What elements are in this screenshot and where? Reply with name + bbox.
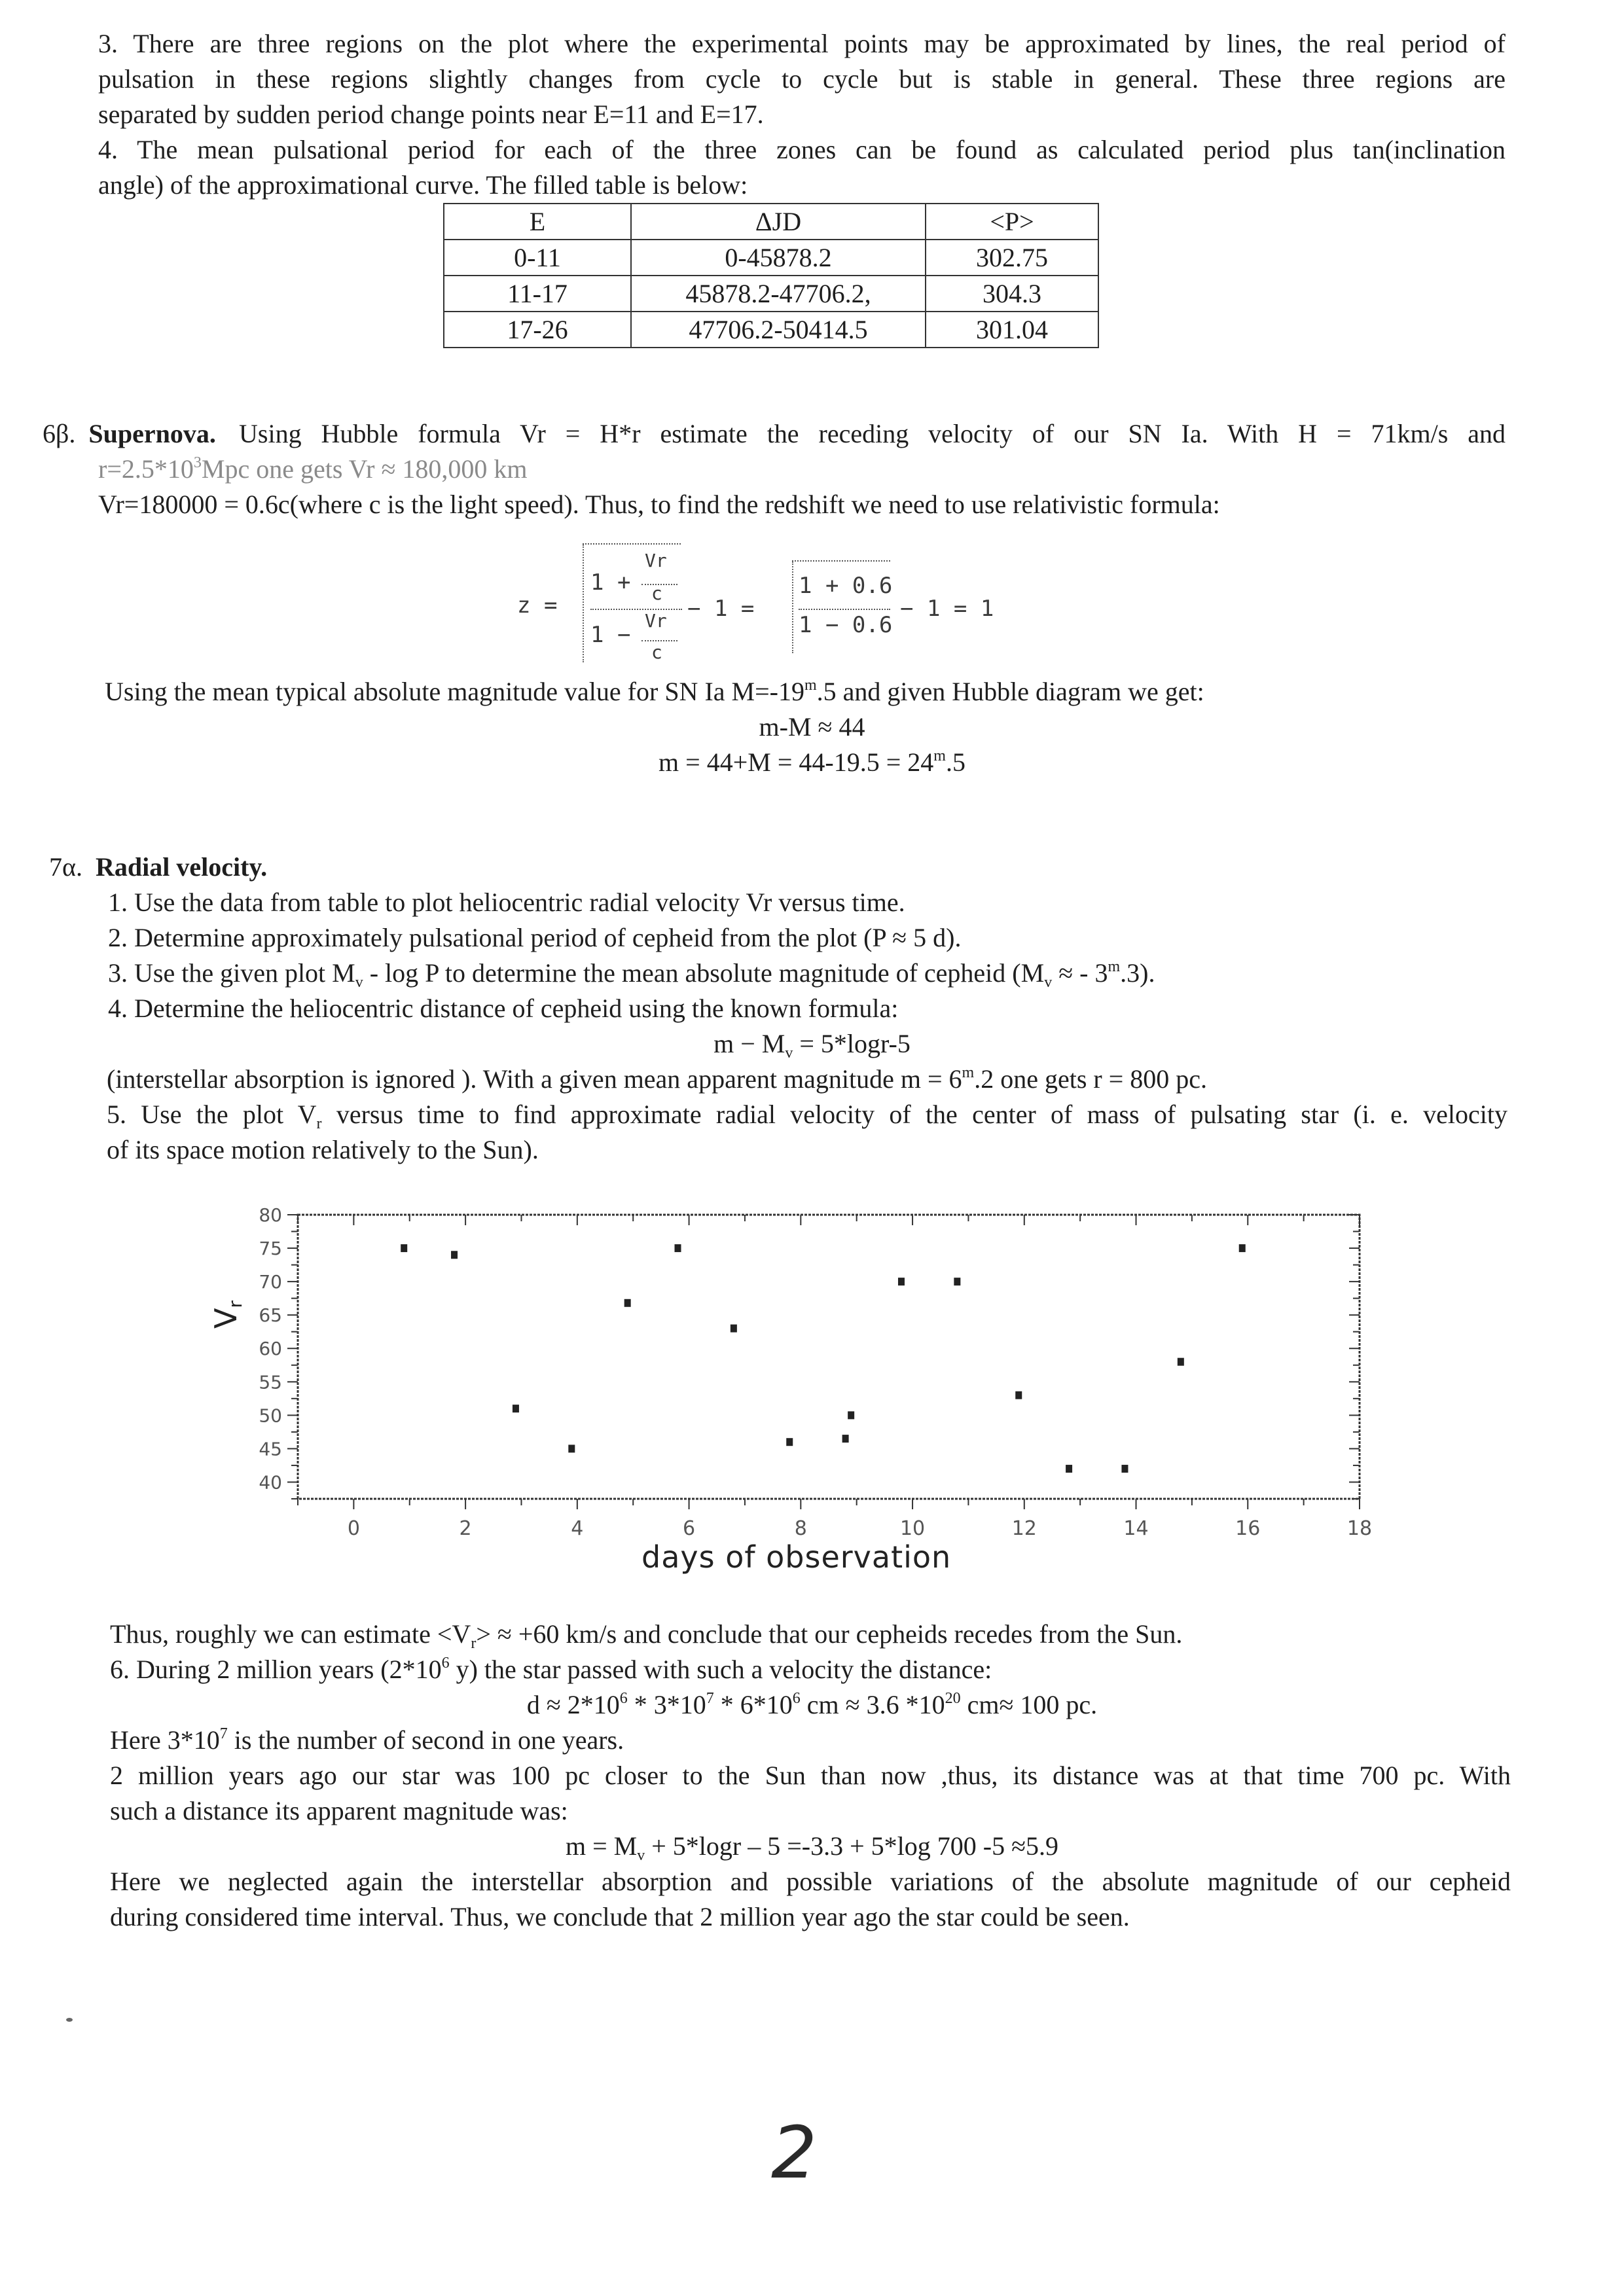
radial-item-4: 4. Determine the heliocentric distance of cepheid using the known formula: — [108, 994, 899, 1023]
y-tick-label: 65 — [259, 1304, 282, 1327]
formula-den-right: 1 − 0.6 — [799, 612, 893, 638]
redshift-formula — [517, 537, 1106, 668]
data-point — [401, 1244, 407, 1252]
radial-item-5b: of its space motion relatively to the Sun). — [107, 1135, 539, 1164]
sqrt-sign-left — [583, 545, 584, 662]
x-tick-label: 8 — [794, 1517, 807, 1540]
text: .5 and given Hubble diagram we get: — [816, 677, 1204, 706]
text: cm≈ 100 pc. — [960, 1690, 1098, 1719]
formula-result: − 1 = 1 — [900, 596, 994, 622]
subscript: v — [637, 1847, 645, 1864]
formula-frac-bottom: c — [651, 641, 662, 663]
text: cm ≈ 3.6 *10 — [800, 1690, 945, 1719]
text: - log P to determine the mean absolute magnitude of cepheid (M — [363, 958, 1045, 988]
data-point — [1121, 1465, 1128, 1473]
absorption-line — [107, 1062, 1207, 1097]
text: 6. During 2 million years (2*10 — [110, 1655, 442, 1684]
data-point — [1015, 1391, 1022, 1399]
radial-title: Radial velocity. — [95, 852, 268, 882]
table-row — [444, 312, 1098, 348]
radial-item-5a — [107, 1097, 1507, 1132]
text: 5. Use the plot V — [107, 1100, 317, 1129]
past-line-2: such a distance its apparent magnitude was: — [110, 1796, 568, 1825]
table-header-djd: ΔJD — [631, 204, 926, 240]
data-point — [451, 1251, 458, 1259]
table-cell: 45878.2-47706.2, — [631, 276, 926, 312]
x-tick-label: 4 — [571, 1517, 584, 1540]
seconds-note — [110, 1723, 624, 1758]
text: m − M — [713, 1029, 785, 1058]
subscript: v — [1044, 974, 1053, 991]
supernova-heading — [43, 416, 216, 452]
x-tick-label: 18 — [1346, 1517, 1373, 1540]
radial-item-1: 1. Use the data from table to plot heliocentric radial velocity Vr versus time. — [108, 888, 905, 917]
superscript: 6 — [619, 1690, 628, 1707]
apparent-magnitude-eq — [0, 745, 1624, 780]
supernova-line1: Using Hubble formula Vr = H*r estimate the receding velocity of our SN Ia. With H = 71km/s and — [239, 419, 1506, 448]
data-point — [954, 1278, 960, 1285]
item3-line2: pulsation in these regions slightly changes from cycle to cycle but is stable in general. These three regions are — [98, 64, 1506, 94]
data-point — [731, 1325, 737, 1333]
y-tick-label: 75 — [259, 1238, 282, 1260]
x-tick-label: 14 — [1123, 1517, 1149, 1540]
subscript: v — [785, 1045, 793, 1062]
distance-equation — [0, 1687, 1624, 1723]
text: y) the star passed with such a velocity the distance: — [449, 1655, 992, 1684]
table-cell: 47706.2-50414.5 — [631, 312, 926, 348]
table-cell: 0-45878.2 — [631, 240, 926, 276]
text: m = 44+M = 44-19.5 = 24 — [659, 747, 934, 777]
table-cell: 304.3 — [926, 276, 1098, 312]
formula-num-right: 1 + 0.6 — [799, 573, 893, 599]
x-tick-label: 16 — [1235, 1517, 1261, 1540]
data-point — [786, 1438, 793, 1446]
superscript: 6 — [792, 1690, 801, 1707]
item4-line2: angle) of the approximational curve. The filled table is below: — [98, 170, 748, 200]
superscript: m — [962, 1064, 975, 1081]
item3-line1: 3. There are three regions on the plot where the experimental points may be approximated by lines, the real period of — [98, 29, 1506, 58]
text: Thus, roughly we can estimate <V — [110, 1619, 471, 1649]
x-axis-title: days of observation — [641, 1539, 952, 1575]
table-cell: 301.04 — [926, 312, 1098, 348]
sqrt-bar-right — [792, 560, 890, 562]
subscript: r — [316, 1115, 322, 1132]
x-tick-label: 6 — [683, 1517, 696, 1540]
x-tick-label: 0 — [347, 1517, 360, 1540]
superscript: 6 — [441, 1655, 450, 1672]
formula-frac-bottom: c — [651, 583, 662, 604]
formula-num-left: 1 + — [590, 569, 631, 596]
data-point — [1066, 1465, 1072, 1473]
sqrt-bar-left — [583, 543, 681, 545]
supernova-number: 6β. — [43, 419, 76, 448]
table-cell: 302.75 — [926, 240, 1098, 276]
page-number: 2 — [771, 2111, 817, 2195]
y-tick-label: 70 — [259, 1271, 282, 1293]
text: is the number of second in one years. — [227, 1725, 624, 1755]
supernova-line4 — [105, 674, 1204, 709]
superscript: m — [804, 677, 817, 694]
data-point — [898, 1278, 905, 1285]
y-tick-label: 40 — [259, 1471, 282, 1494]
table-header-e: E — [444, 204, 631, 240]
text: versus time to find approximate radial velocity of the center of mass of pulsating star (i. e. velocity — [321, 1100, 1507, 1129]
x-tick-label: 2 — [459, 1517, 472, 1540]
table-cell: 0-11 — [444, 240, 631, 276]
table-cell: 11-17 — [444, 276, 631, 312]
subscript: v — [355, 974, 363, 991]
text: > ≈ +60 km/s and conclude that our cepheids recedes from the Sun. — [476, 1619, 1183, 1649]
radial-item-6 — [110, 1652, 992, 1687]
item4-line1: 4. The mean pulsational period for each of the three zones can be found as calculated period plus tan(inclination — [98, 135, 1506, 164]
main-fraction-bar-right — [799, 609, 890, 610]
text: 3. Use the given plot M — [108, 958, 355, 988]
data-point — [1178, 1358, 1184, 1366]
text: Mpc one gets Vr ≈ 180,000 km — [201, 454, 528, 484]
data-point — [848, 1411, 854, 1419]
data-point — [1239, 1244, 1246, 1252]
table-header-row — [444, 204, 1098, 240]
conclusion-line — [110, 1617, 1182, 1652]
text: m = M — [565, 1831, 638, 1861]
supernova-title: Supernova. — [88, 419, 216, 448]
radial-heading — [49, 850, 267, 885]
data-point — [675, 1244, 681, 1252]
data-point — [513, 1405, 519, 1412]
text: d ≈ 2*10 — [526, 1690, 620, 1719]
text: ≈ - 3 — [1052, 958, 1108, 988]
plot-frame — [298, 1215, 1360, 1499]
data-point — [842, 1435, 849, 1443]
radial-number: 7α. — [49, 852, 82, 882]
y-tick-label: 55 — [259, 1371, 282, 1393]
table-cell: 17-26 — [444, 312, 631, 348]
formula-den-left: 1 − — [590, 622, 631, 648]
text: .2 one gets r = 800 pc. — [974, 1064, 1208, 1094]
subscript: r — [471, 1635, 477, 1652]
supernova-line3: Vr=180000 = 0.6c(where c is the light speed). Thus, to find the redshift we need to use relativistic formula: — [98, 490, 1220, 519]
table-row — [444, 276, 1098, 312]
y-tick-label: 80 — [259, 1204, 282, 1226]
scan-speck — [66, 2018, 73, 2022]
superscript: m — [1108, 958, 1121, 975]
superscript: 7 — [219, 1725, 228, 1742]
distance-formula — [0, 1026, 1624, 1062]
text: r=2.5*10 — [98, 454, 194, 484]
exponent: 3 — [193, 454, 202, 471]
x-tick-label: 12 — [1011, 1517, 1037, 1540]
text: = 5*logr-5 — [793, 1029, 911, 1058]
superscript: 20 — [945, 1690, 961, 1707]
y-tick-label: 45 — [259, 1438, 282, 1460]
y-axis-label: $V_r$ — [208, 1300, 246, 1329]
text: .5 — [945, 747, 965, 777]
text: (interstellar absorption is ignored ). With a given mean apparent magnitude m = 6 — [107, 1064, 962, 1094]
superscript: m — [933, 747, 946, 764]
x-tick-label: 10 — [899, 1517, 926, 1540]
formula-lhs: z = — [517, 592, 558, 619]
text: Using the mean typical absolute magnitude value for SN Ia M=-19 — [105, 677, 804, 706]
formula-frac-top: Vr — [645, 610, 667, 632]
final-line-1: Here we neglected again the interstellar absorption and possible variations of the absolute magnitude of our cepheid — [110, 1867, 1511, 1896]
main-fraction-bar-left — [590, 609, 682, 610]
data-point — [624, 1299, 631, 1307]
text: + 5*logr – 5 =-3.3 + 5*log 700 -5 ≈5.9 — [645, 1831, 1059, 1861]
sqrt-sign-right — [792, 562, 793, 653]
distance-modulus-eq: m-M ≈ 44 — [759, 712, 865, 742]
item3-line3: separated by sudden period change points near E=11 and E=17. — [98, 99, 764, 129]
period-table — [443, 203, 1099, 348]
text: .3). — [1120, 958, 1155, 988]
text: * 6*10 — [713, 1690, 793, 1719]
supernova-line2 — [98, 452, 528, 487]
past-line-1: 2 million years ago our star was 100 pc closer to the Sun than now ,thus, its distance was at that time 700 pc. With — [110, 1761, 1511, 1790]
table-header-p: <P> — [926, 204, 1098, 240]
superscript: 7 — [706, 1690, 714, 1707]
radial-item-2: 2. Determine approximately pulsational period of cepheid from the plot (P ≈ 5 d). — [108, 923, 962, 952]
y-tick-label: 50 — [259, 1405, 282, 1427]
magnitude-equation — [0, 1829, 1624, 1864]
final-line-2: during considered time interval. Thus, we conclude that 2 million year ago the star could be seen. — [110, 1902, 1130, 1931]
formula-minus-one: − 1 = — [687, 596, 755, 622]
y-tick-label: 60 — [259, 1338, 282, 1360]
data-point — [568, 1444, 575, 1452]
radial-item-3 — [108, 956, 1155, 991]
table-row — [444, 240, 1098, 276]
text: Here 3*10 — [110, 1725, 220, 1755]
formula-frac-top: Vr — [645, 550, 667, 571]
text: * 3*10 — [627, 1690, 706, 1719]
